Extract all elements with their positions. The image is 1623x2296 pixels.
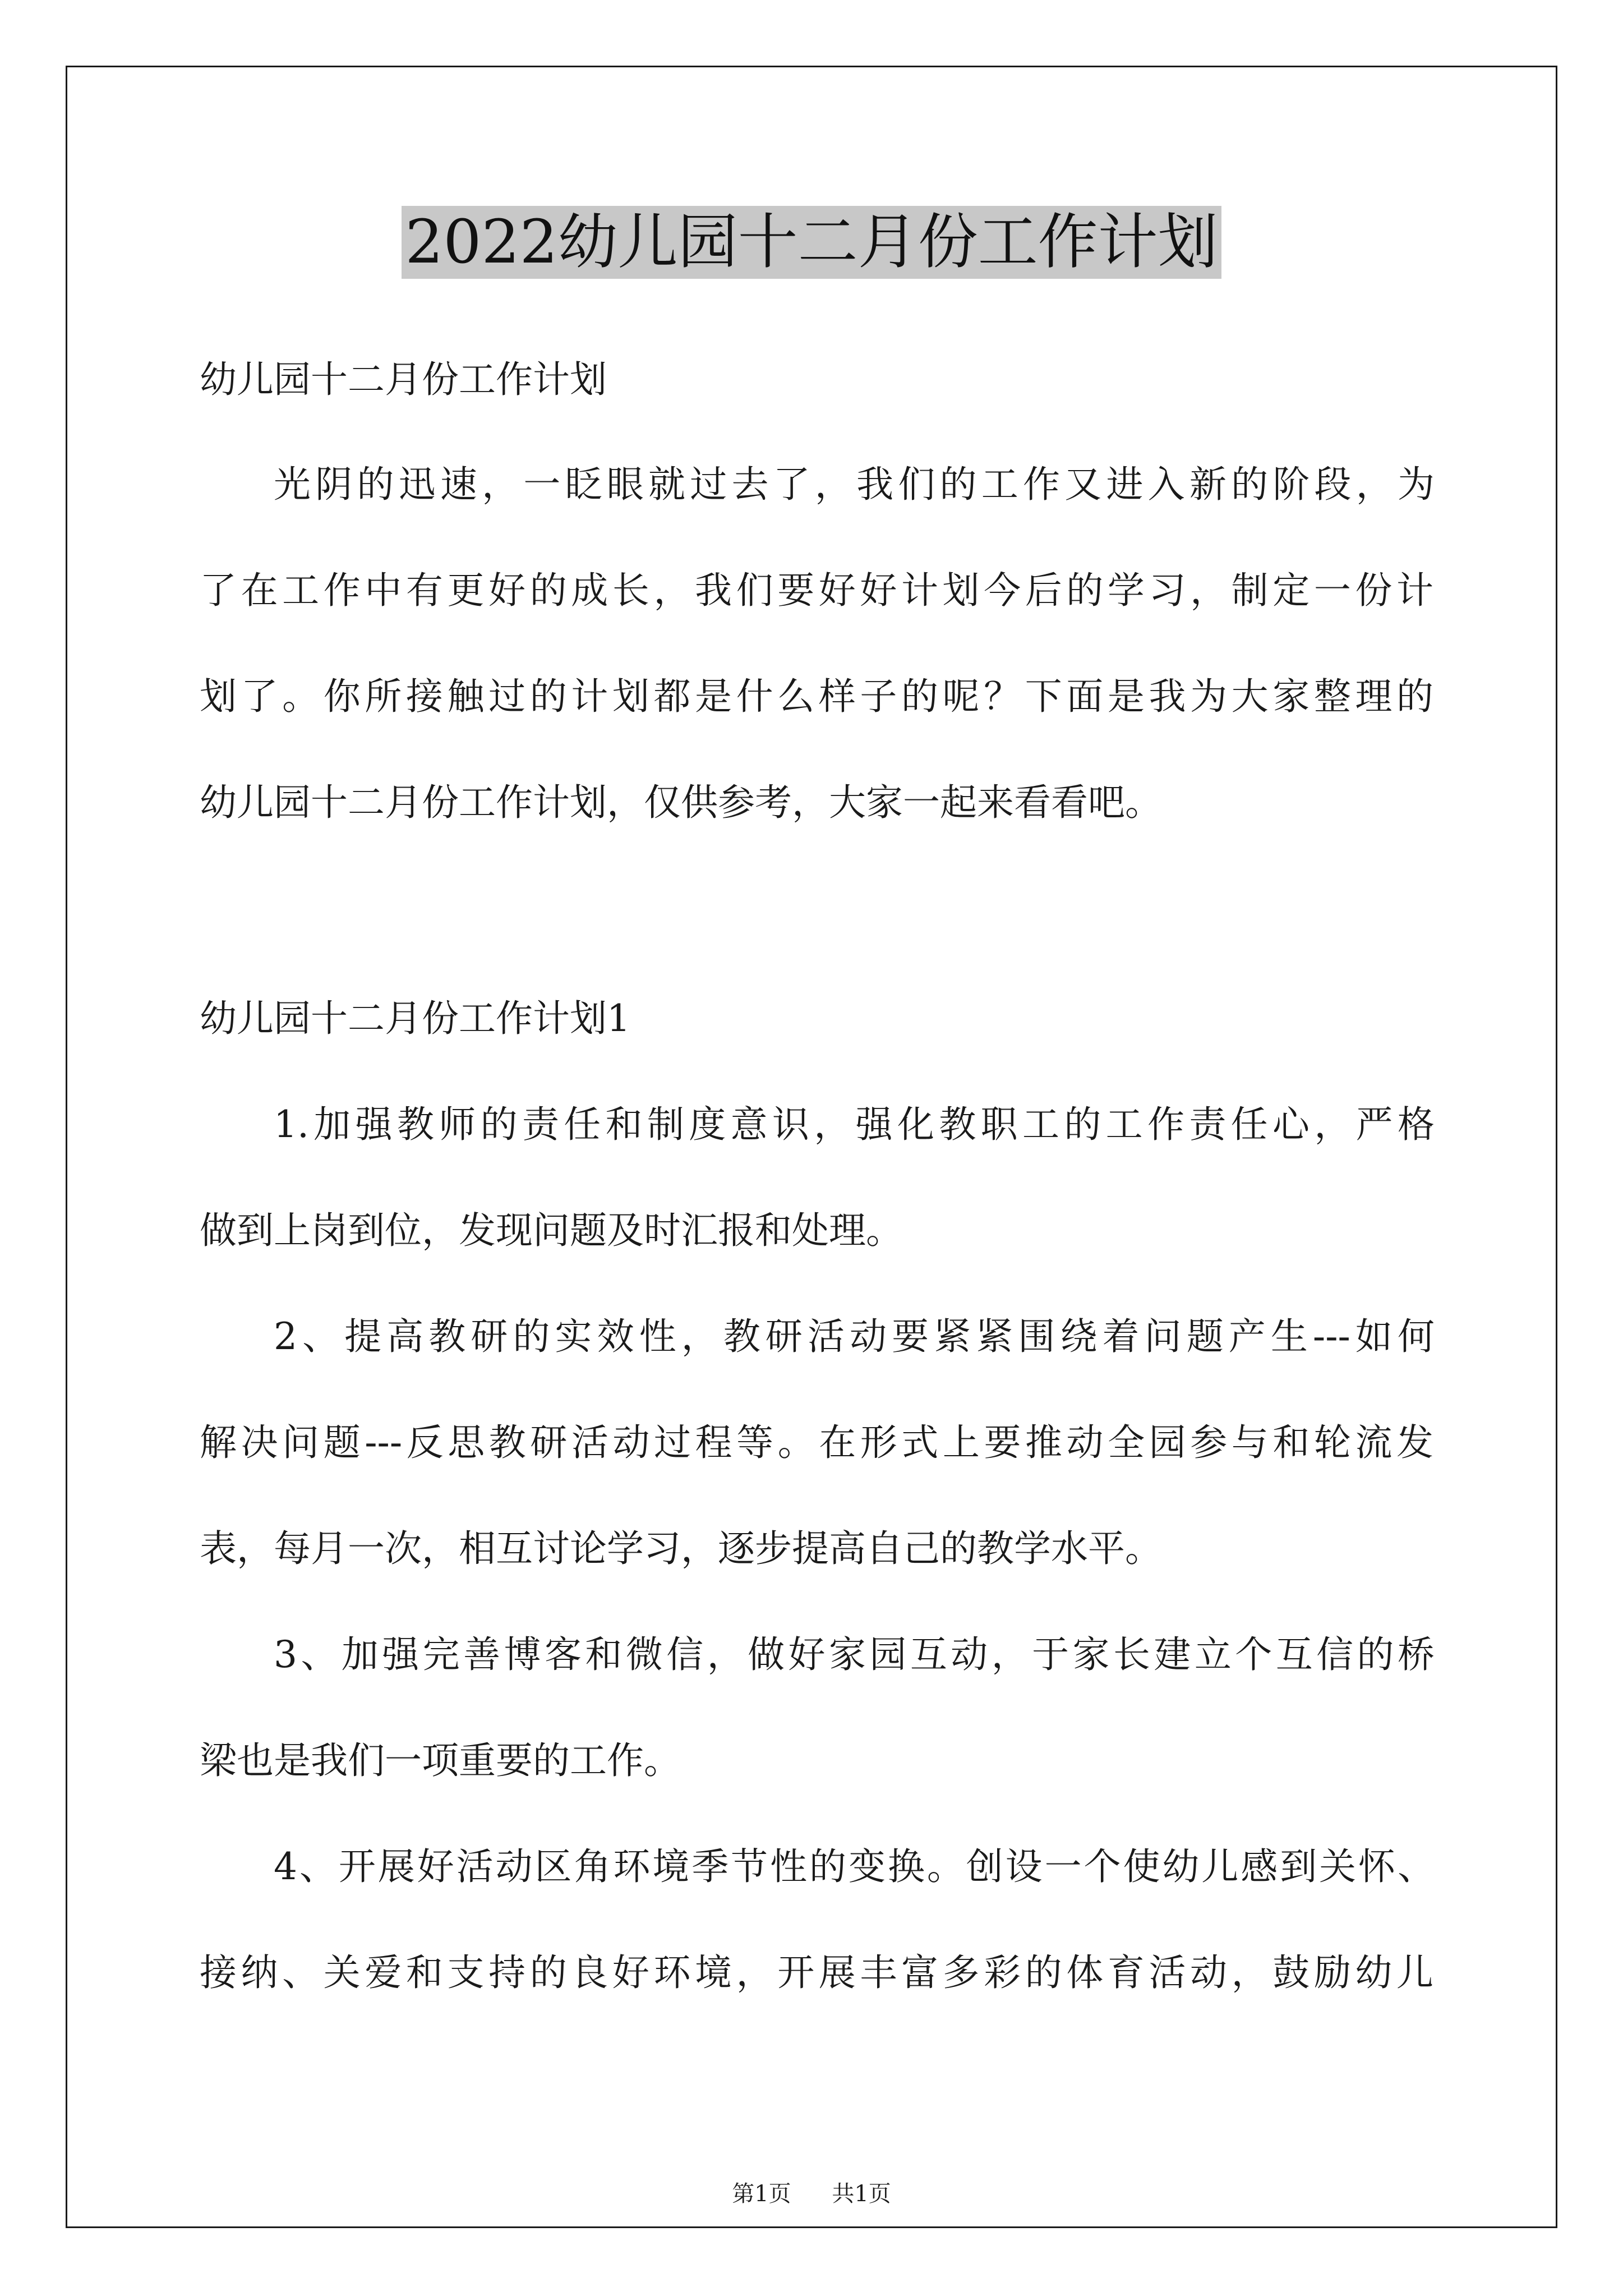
page-footer bbox=[0, 2179, 1623, 2208]
item3-line: 3、加强完善博客和微信，做好家园互动，于家长建立个互信的桥 bbox=[274, 1633, 1435, 1676]
intro-paragraph-line: 幼儿园十二月份工作计划，仅供参考，大家一起来看看吧。 bbox=[200, 781, 1162, 824]
intro-paragraph-line: 光阴的迅速，一眨眼就过去了，我们的工作又进入新的阶段，为 bbox=[274, 463, 1435, 506]
plan1-heading: 幼儿园十二月份工作计划1 bbox=[200, 997, 630, 1040]
intro-paragraph-line: 了在工作中有更好的成长，我们要好好计划今后的学习，制定一份计 bbox=[200, 569, 1433, 612]
item3-line: 梁也是我们一项重要的工作。 bbox=[200, 1739, 681, 1782]
item1-line: 做到上岗到位，发现问题及时汇报和处理。 bbox=[200, 1209, 903, 1252]
item2-line: 2、提高教研的实效性，教研活动要紧紧围绕着问题产生---如何 bbox=[274, 1315, 1435, 1358]
intro-heading: 幼儿园十二月份工作计划 bbox=[200, 358, 607, 401]
document-title bbox=[0, 203, 1623, 282]
item2-line: 表，每月一次，相互讨论学习，逐步提高自己的教学水平。 bbox=[200, 1527, 1162, 1570]
document-title-text: 2022幼儿园十二月份工作计划 bbox=[402, 206, 1221, 279]
item4-line: 接纳、关爱和支持的良好环境，开展丰富多彩的体育活动，鼓励幼儿 bbox=[200, 1951, 1433, 1994]
item4-line: 4、开展好活动区角环境季节性的变换。创设一个使幼儿感到关怀、 bbox=[274, 1845, 1435, 1888]
page-number: 第1页 bbox=[732, 2181, 791, 2207]
item1-line: 1.加强教师的责任和制度意识，强化教职工的工作责任心，严格 bbox=[274, 1103, 1435, 1146]
page-total: 共1页 bbox=[832, 2181, 891, 2207]
item2-line: 解决问题---反思教研活动过程等。在形式上要推动全园参与和轮流发 bbox=[200, 1421, 1433, 1464]
intro-paragraph-line: 划了。你所接触过的计划都是什么样子的呢？下面是我为大家整理的 bbox=[200, 675, 1433, 718]
